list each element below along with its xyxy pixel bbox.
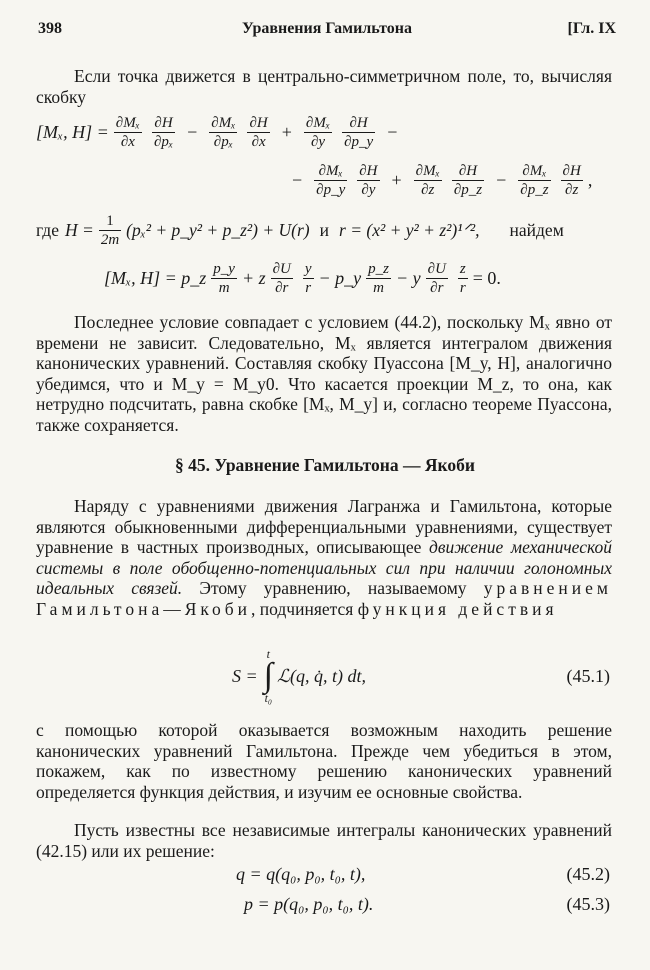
equation-45-2: q = q(q₀, p₀, t₀, t), <box>236 864 366 884</box>
bracket-lhs: [Mₓ, H] = <box>36 122 109 142</box>
section-heading: § 45. Уравнение Гамильтона — Якоби <box>175 455 475 475</box>
page-header <box>38 20 616 46</box>
integral-sign: t ∫ t₀ <box>263 647 273 705</box>
bracket-equation-line-2: − $\frac{\text{∂Mₓ}}{\partial p\_y}$ $\frac{\partial H}{\partial y}$ + $\frac{\text{∂Mₓ}}{\partial z}$ $\frac{\partial H}{\partial p\_z}$ − $\frac{\text{∂Mₓ}}{\partial p\_z}$ $\frac{\partial H}{\partial z}$ , <box>292 163 593 198</box>
running-title: Уравнения Гамильтона <box>242 20 412 37</box>
equation-45-1: S = t ∫ t₀ ℒ(q, q̇, t) dt, <box>232 647 366 705</box>
page-number: 398 <box>38 20 62 37</box>
paragraph-solution: с помощью которой оказывается возможным находить решение канонических уравнений Гамильтона. Прежде чем убедиться в этом, покажем, как по известному решению канонических уравнений определяется функция действия, и изучим ее основные свойства. <box>36 720 612 802</box>
paragraph-hamilton-jacobi: Наряду с уравнениями движения Лагранжа и Гамильтона, которые являются обыкновенными дифференциальными уравнениями, существует уравнение в частных производных, описывающее движение механической системы в поле обобщенно-потенциальных сил при наличии голономных идеальных связей. Этому уравнению, называемому уравнением Гамильтона—Якоби, подчиняется функция действия <box>36 496 612 619</box>
equation-number-45-3: (45.3) <box>566 894 610 914</box>
equation-45-3: p = p(q₀, p₀, t₀, t). <box>244 894 374 914</box>
paragraph-integrals: Пусть известны все независимые интегралы канонических уравнений (42.15) или их решение: <box>36 820 612 861</box>
paragraph-conservation: Последнее условие совпадает с условием (44.2), поскольку Mₓ явно от времени не зависит. Следовательно, Mₓ является интегралом движения канонических уравнений. Составляя скобку Пуассона [M_y, H], аналогично убедимся, что и M_y = M_y0. Что касается проекции M_z, то она, как нетрудно подсчитать, равна скобке [Mₓ, M_y] и, согласно теореме Пуассона, также сохраняется. <box>36 312 612 435</box>
hamiltonian-definition: где H = $\frac{1}{2m}$ (pₓ² + p_y² + p_z²) + U(r) и r = (x² + y² + z²)¹ᐟ², найдем <box>36 213 564 248</box>
bracket-equation-line-1: [Mₓ, H] = $\frac{\text{∂Mₓ}}{\partial x}$ $\frac{\partial H}{\text{∂pₓ}}$ − $\frac{\text{∂Mₓ}}{\text{∂pₓ}}$ $\frac{\partial H}{\partial x}$ + $\frac{\text{∂Mₓ}}{\partial y}$ $\frac{\partial H}{\partial p\_y}$ − <box>36 115 398 150</box>
bracket-result-equation: [Mₓ, H] = p_z $\frac{p\_y}{m}$ + z $\frac{\partial U}{\partial r}$ $\frac{y}{r}$ − p_y $\frac{p\_z}{m}$ − y $\frac{\partial U}{\partial r}$ $\frac{z}{r}$ = 0. <box>104 261 501 296</box>
chapter-label: [Гл. IX <box>567 20 616 37</box>
equation-number-45-1: (45.1) <box>566 666 610 686</box>
intro-paragraph: Если точка движется в центрально-симметричном поле, то, вычисляя скобку <box>36 66 612 107</box>
equation-number-45-2: (45.2) <box>566 864 610 884</box>
